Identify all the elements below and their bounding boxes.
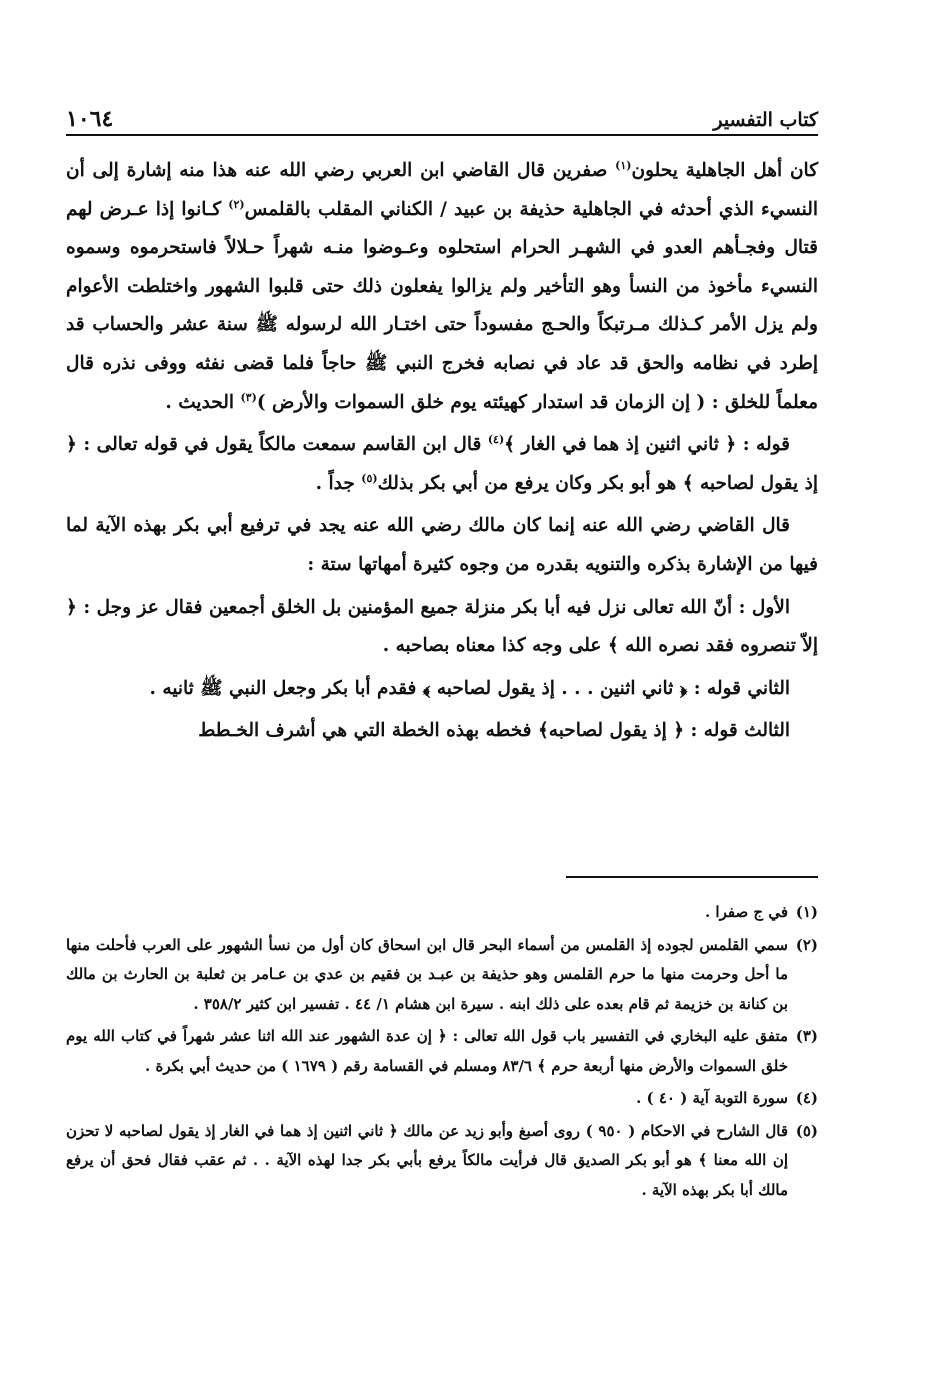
text-segment: الثاني قوله : ﴿ ثاني اثنين . . . إذ يقول لصاحبه ﴾ فقدم أبا بكر وجعل النبي ﷺ ثانيه . bbox=[149, 677, 790, 699]
text-segment: كان أهل الجاهلية يحلون bbox=[631, 160, 818, 181]
body-paragraph bbox=[66, 426, 818, 503]
footnote-text: سمي القلمس لجوده إذ القلمس من أسماء البحر قال ابن اسحاق كان أول من نسأ الشهور على العرب فأحلت منها ما أحل وحرمت منها ما حرم القلمس وهو حذيفة بن عبـد بن فقيم بن عدي بن عـامر بن ثعلبة بن الحارث بن مالك بن كنانة بن خزيمة ثم قام بعده على ذلك ابنه . سيرة ابن هشام ١/ ٤٤ . تفسير ابن كثير ٣٥٨/٢ . bbox=[66, 935, 788, 1013]
book-title: كتاب التفسير bbox=[713, 109, 818, 131]
body-paragraph bbox=[66, 507, 818, 584]
footnote-number: (٢) bbox=[795, 935, 818, 954]
footnote bbox=[66, 1084, 818, 1114]
footnote-marker: (٢) bbox=[228, 197, 245, 211]
text-segment: صفرين قال القاضي ابن العربي رضي الله عنه هذا منه إشارة إلى أن النسيء الذي أحدثه في الجاهلية حذيفة بن عبيد / الكناني المقلب بالقلمس bbox=[66, 160, 818, 220]
footnote bbox=[66, 1117, 818, 1206]
footnote bbox=[66, 1022, 818, 1081]
footnote-text: سورة التوبة آية ( ٤٠ ) . bbox=[636, 1089, 788, 1107]
text-segment: الثالث قوله : ﴿ إذ يقول لصاحبه﴾ فخطه بهذه الخطة التي هي أشرف الخـطط bbox=[198, 720, 790, 742]
footnote-divider bbox=[566, 876, 818, 878]
footnote-number: (١) bbox=[795, 903, 818, 921]
footnote-number: (٥) bbox=[795, 1121, 818, 1140]
page-header bbox=[66, 100, 818, 136]
footnote-marker: (٤) bbox=[487, 433, 505, 446]
text-segment: الأول : أنّ الله تعالى نزل فيه أبا بكر منزلة جميع المؤمنين بل الخلق أجمعين فقال عز وجل : ﴿ إلاّ تنصروه فقد نصره الله ﴾ على وجه كذا معناه بصاحبه . bbox=[66, 596, 818, 657]
page-number: ١٠٦٤ bbox=[66, 106, 114, 132]
footnote bbox=[66, 898, 818, 928]
footnote bbox=[66, 931, 818, 1020]
footnote-text: في ج صفرا . bbox=[704, 903, 788, 921]
footnote-number: (٤) bbox=[795, 1089, 818, 1107]
text-segment: الحديث . bbox=[165, 391, 241, 413]
footnote-marker: (١) bbox=[615, 158, 632, 172]
body-paragraph bbox=[66, 712, 818, 751]
body-paragraph bbox=[66, 670, 818, 709]
text-segment: قال ابن القاسم سمعت مالكاً يقول في قوله تعالى : ﴿ إذ يقول لصاحبه ﴾ هو أبو بكر وكان يرفع من أبي بكر بذلك bbox=[66, 434, 818, 494]
text-segment: جداً . bbox=[315, 472, 362, 494]
footnotes bbox=[66, 898, 818, 1208]
footnote-text: متفق عليه البخاري في التفسير باب قول الله تعالى : ﴿ إن عدة الشهور عند الله اثنا عشر شهراً في كتاب الله يوم خلق السموات والأرض منها أربعة حرم ﴾ ٨٣/٦ ومسلم في القسامة رقم ( ١٦٧٩ ) من حديث أبي بكرة . bbox=[66, 1027, 788, 1075]
body-paragraph bbox=[66, 152, 818, 422]
footnote-text: قال الشارح في الاحكام ( ٩٥٠ ) روى أصبغ وأبو زيد عن مالك ﴿ ثاني اثنين إذ هما في الغار إذ يقول لصاحبه لا تحزن إن الله معنا ﴾ هو أبو بكر الصديق قال فرأيت مالكاً يرفع بأبي بكر جدا لهذه الآية . . ثم عقب فقال فحق أن يرفع مالك أبا بكر بهذه الآية . bbox=[66, 1121, 788, 1199]
footnote-number: (٣) bbox=[795, 1027, 818, 1045]
main-text bbox=[66, 152, 818, 755]
text-segment: قوله : ﴿ ثاني اثنين إذ هما في الغار ﴾ bbox=[504, 434, 790, 456]
footnote-marker: (٣) bbox=[240, 390, 257, 404]
text-segment: كـانوا إذا عـرض لهم قتال وفجـأهم العدو في الشهـر الحرام استحلوه وعـوضوا منـه شهراً حـلالاً فاستحرموه وسموه النسيء مأخوذ من النسأ وهو التأخير ولم يزالوا يفعلون ذلك حتى قلبوا الشهور واختلطت الأعوام ولم يزل الأمر كـذلك مـرتبكاً والحـج مفسوداً حتى اختـار الله لرسوله ﷺ سنة عشر والحساب قد إطرد في نظامه والحق قد عاد في نصابه فخرج النبي ﷺ حاجاً فلما قضى نفثه ووفى نذره قال معلماً للخلق : ( إن الزمان قد استدار كهيئته يوم خلق السموات والأرض ) bbox=[66, 198, 818, 413]
footnote-marker: (٥) bbox=[361, 471, 378, 485]
body-paragraph bbox=[66, 589, 818, 666]
text-segment: قال القاضي رضي الله عنه إنما كان مالك رضي الله عنه يجد في ترفيع أبي بكر بهذه الآية لما فيها من الإشارة بذكره والتنويه بقدره من وجوه كثيرة أمهاتها ستة : bbox=[66, 515, 818, 575]
